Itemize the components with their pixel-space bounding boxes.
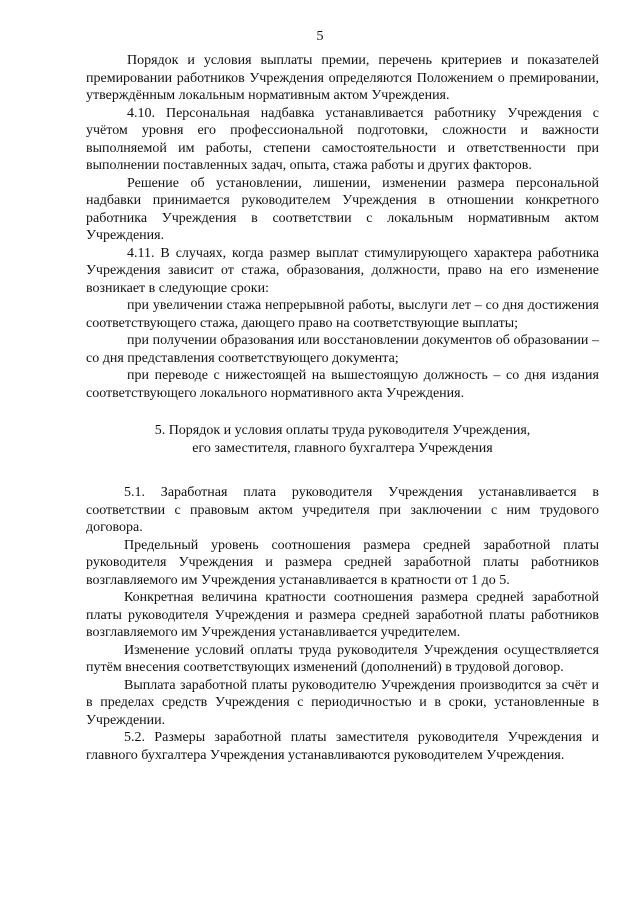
- paragraph-personal-allowance-decision: Решение об установлении, лишении, изменении размера персональной надбавки принимается руководителем Учреждения в отношении конкретного работника Учреждения в соответствии с локальным нормативным актом Учреждения.: [86, 175, 599, 243]
- paragraph-5-1: 5.1. Заработная плата руководителя Учреждения устанавливается в соответствии с правовым актом учредителя при заключении с ним трудового договора.: [86, 485, 599, 535]
- list-item-transfer: при переводе с нижестоящей на вышестоящую должность – со дня издания соответствующего локального нормативного акта Учреждения.: [86, 368, 599, 401]
- paragraph-specific-ratio: Конкретная величина кратности соотношения размера средней заработной платы руководителя Учреждения и размера средней заработной платы работников возглавляемого им Учреждения устанавливается учредителем.: [86, 590, 599, 640]
- section-heading-line-1: 5. Порядок и условия оплаты труда руководителя Учреждения,: [154, 423, 531, 438]
- section-heading: [86, 422, 599, 457]
- paragraph-4-10: 4.10. Персональная надбавка устанавливается работнику Учреждения с учётом уровня его профессиональной подготовки, сложности и важности выполняемой им работы, степени самостоятельности и ответственности при выполнении поставленных задач, опыта, стажа работы и других факторов.: [86, 105, 599, 173]
- paragraph-4-11: 4.11. В случаях, когда размер выплат стимулирующего характера работника Учреждения зависит от стажа, образования, должности, право на его изменение возникает в следующие сроки:: [86, 245, 599, 296]
- paragraph-bonus-procedure: Порядок и условия выплаты премии, перечень критериев и показателей премировании работников Учреждения определяются Положением о премировании, утверждённым локальным нормативным актом Учреждения.: [86, 53, 599, 103]
- document-body: [86, 52, 599, 764]
- paragraph-5-2: 5.2. Размеры заработной платы заместителя руководителя Учреждения и главного бухгалтера Учреждения устанавливаются руководителем Учреждения.: [86, 730, 599, 763]
- paragraph-salary-payment: Выплата заработной платы руководителю Учреждения производится за счёт и в пределах средств Учреждения с периодичностью и в сроки, установленные в Учреждении.: [86, 677, 599, 728]
- section-heading-line-2: его заместителя, главного бухгалтера Учреждения: [192, 440, 493, 456]
- list-item-education: при получении образования или восстановлении документов об образовании – со дня представления соответствующего документа;: [86, 333, 599, 366]
- paragraph-salary-ratio-limit: Предельный уровень соотношения размера средней заработной платы руководителя Учреждения и размера средней заработной платы работников возглавляемого им Учреждения устанавливается в кратности от 1 до 5.: [86, 537, 599, 588]
- page-number: 5: [316, 29, 324, 44]
- section-5-body: [86, 484, 599, 764]
- list-item-seniority: при увеличении стажа непрерывной работы, выслуги лет – со дня достижения соответствующего стажа, дающего право на соответствующие выплаты;: [86, 298, 599, 331]
- paragraph-change-conditions: Изменение условий оплаты труда руководителя Учреждения осуществляется путём внесения соответствующих изменений (дополнений) в трудовой договор.: [86, 642, 599, 675]
